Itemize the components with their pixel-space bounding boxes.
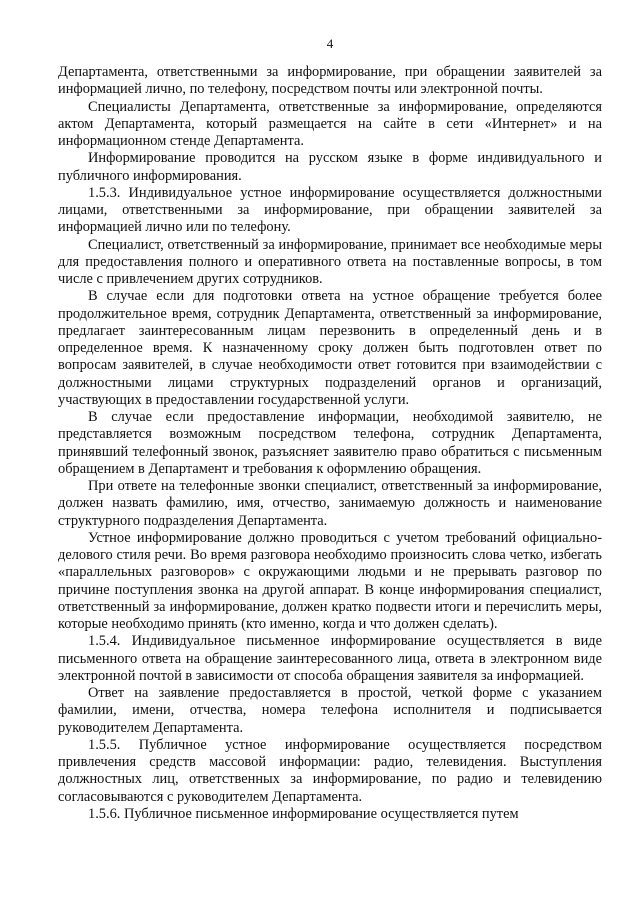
paragraph: 1.5.6. Публичное письменное информирование осуществляется путем [88,805,519,822]
paragraph: 1.5.3. Индивидуальное устное информирование осуществляется должностными лицами, ответственными за информирование, при обращении заявителей за информацией лично или по телефону. [58,184,602,236]
paragraph: Специалист, ответственный за информирование, принимает все необходимые меры для предоставления полного и оперативного ответа на поставленные вопросы, в том числе с привлечением других сотрудников. [58,236,602,287]
paragraph: Специалисты Департамента, ответственные за информирование, определяются актом Департамента, который размещается на сайте в сети «Интернет» и на информационном стенде Департамента. [58,98,602,149]
paragraph: При ответе на телефонные звонки специалист, ответственный за информирование, должен назвать фамилию, имя, отчество, занимаемую должность и наименование структурного подразделения Департамента. [58,478,602,529]
paragraph: Ответ на заявление предоставляется в простой, четкой форме с указанием фамилии, имени, отчества, номера телефона исполнителя и подписывается руководителем Департамента. [58,685,602,736]
paragraph: Устное информирование должно проводиться с учетом требований официально-делового стиля речи. Во время разговора необходимо произносить слова четко, избегать «параллельных разговоров» с окружающими людьми и не прерывать разговор по причине поступления звонка на другой аппарат. В конце информирования специалист, ответственный за информирование, должен кратко подвести итоги и перечислить меры, которые необходимо принять (кто именно, когда и что должен сделать). [58,529,602,632]
body-text [58,64,602,823]
paragraph: Департамента, ответственными за информирование, при обращении заявителей за информацией лично, по телефону, посредством почты или электронной почты. [58,64,602,98]
paragraph: 1.5.5. Публичное устное информирование осуществляется посредством привлечения средств массовой информации: радио, телевидения. Выступления должностных лиц, ответственных за информирование, по радио и телевидению согласовываются с руководителем Департамента. [58,736,602,805]
paragraph: В случае если предоставление информации, необходимой заявителю, не представляется возможным посредством телефона, сотрудник Департамента, принявший телефонный звонок, разъясняет заявителю право обратиться с письменным обращением в Департамент и требования к оформлению обращения. [58,409,602,477]
paragraph: Информирование проводится на русском языке в форме индивидуального и публичного информирования. [58,150,602,184]
page-number: 4 [326,36,334,51]
paragraph: 1.5.4. Индивидуальное письменное информирование осуществляется в виде письменного ответа на обращение заинтересованного лица, ответа в электронном виде электронной почтой в зависимости от способа обращения заявителя за информацией. [58,633,602,684]
paragraph: В случае если для подготовки ответа на устное обращение требуется более продолжительное время, сотрудник Департамента, ответственный за информирование, предлагает заинтересованным лицам перезвонить в определенный день и в определенное время. К назначенному сроку должен быть подготовлен ответ по вопросам заявителей, в случае необходимости ответ готовится при взаимодействии с должностными лицами структурных подразделений органов и организаций, участвующих в предоставлении государственной услуги. [58,288,602,408]
